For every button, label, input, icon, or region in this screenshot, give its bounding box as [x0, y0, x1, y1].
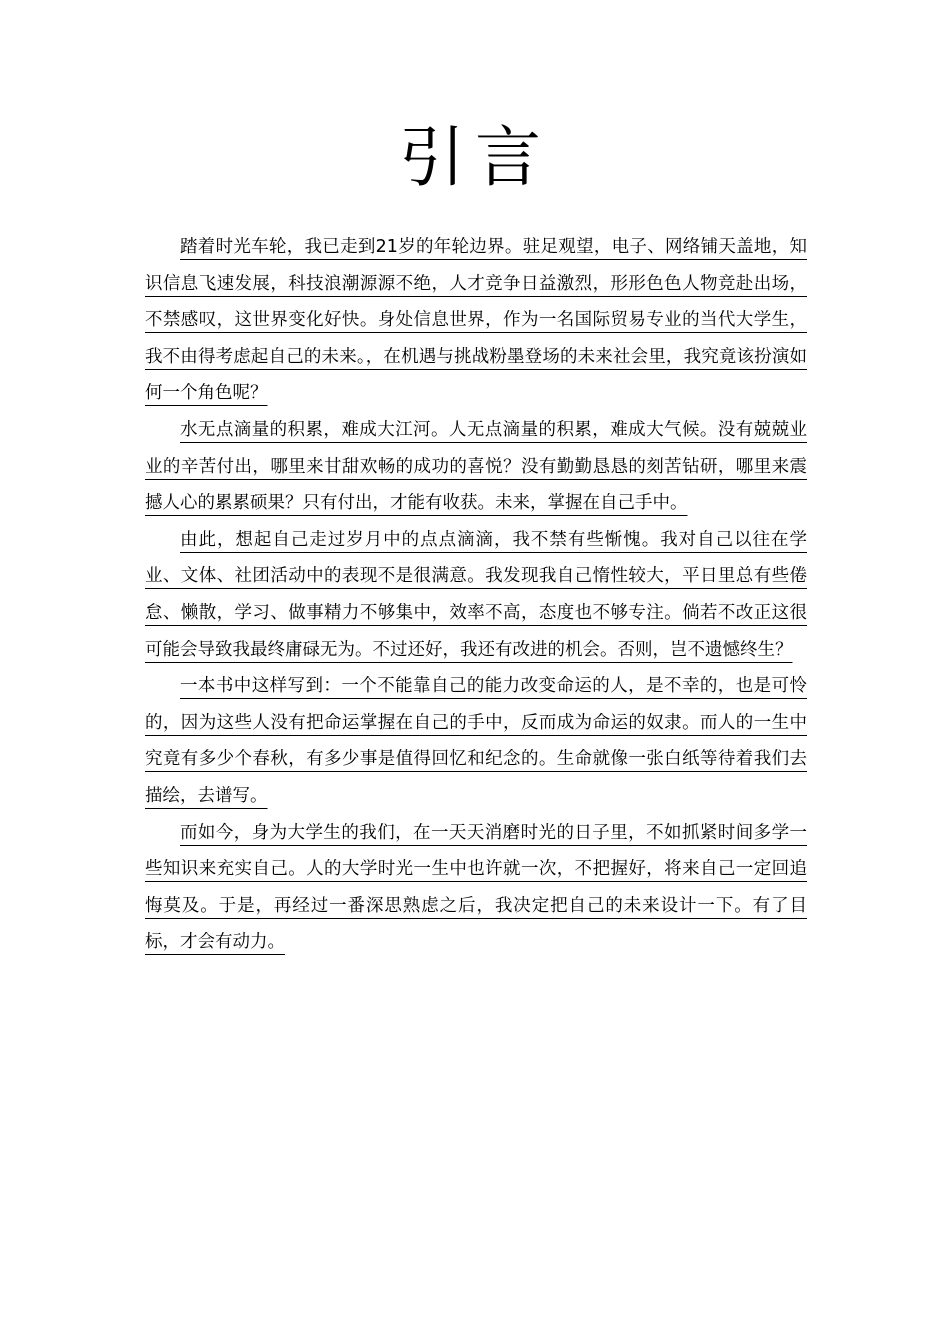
document-title: 引言 [399, 119, 551, 196]
paragraph-4: 一本书中这样写到：一个不能靠自己的能力改变命运的人，是不幸的，也是可怜的，因为这些人没有把命运掌握在自己的手中，反而成为命运的奴隶。而人的一生中究竟有多少个春秋，有多少事是值得回忆和纪念的。生命就像一张白纸等待着我们去描绘，去谱写。 [145, 676, 807, 806]
paragraph-2: 水无点滴量的积累，难成大江河。人无点滴量的积累，难成大气候。没有兢兢业业的辛苦付出，哪里来甘甜欢畅的成功的喜悦？没有勤勤恳恳的刻苦钻研，哪里来震撼人心的累累硕果？只有付出，才能有收获。未来，掌握在自己手中。 [145, 419, 807, 514]
paragraph-1: 踏着时光车轮，我已走到21岁的年轮边界。驻足观望，电子、网络铺天盖地，知识信息飞速发展，科技浪潮源源不绝，人才竞争日益激烈，形形色色人物竞赴出场，不禁感叹，这世界变化好快。身处信息世界，作为一名国际贸易专业的当代大学生，我不由得考虑起自己的未来。，在机遇与挑战粉墨登场的未来社会里，我究竟该扮演如何一个角色呢？ [145, 237, 807, 404]
paragraph-5: 而如今，身为大学生的我们，在一天天消磨时光的日子里，不如抓紧时间多学一些知识来充实自己。人的大学时光一生中也许就一次，不把握好，将来自己一定回追悔莫及。于是，再经过一番深思熟虑之后，我决定把自己的未来设计一下。有了目标，才会有动力。 [145, 822, 807, 953]
paragraph-3: 由此，想起自己走过岁月中的点点滴滴，我不禁有些惭愧。我对自己以往在学业、文体、社团活动中的表现不是很满意。我发现我自己惰性较大，平日里总有些倦怠、懒散，学习、做事精力不够集中，效率不高，态度也不够专注。倘若不改正这很可能会导致我最终庸碌无为。不过还好，我还有改进的机会。否则，岂不遗憾终生？ [145, 529, 807, 660]
document-body [145, 229, 807, 961]
